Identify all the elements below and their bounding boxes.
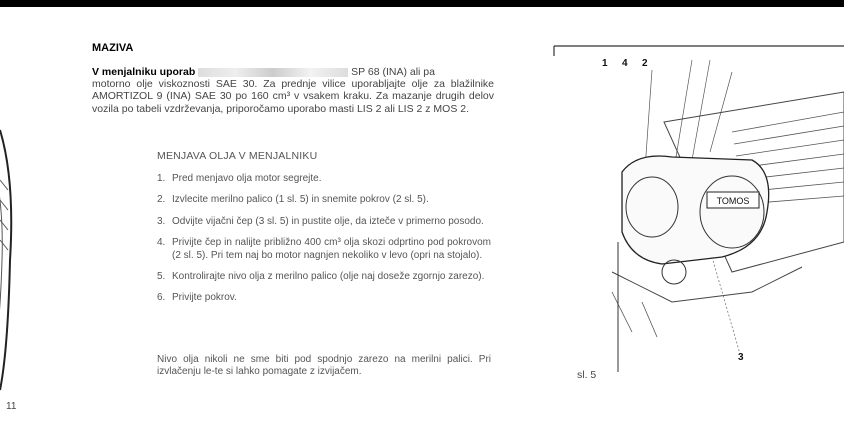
steps-list: [157, 173, 491, 314]
section-title: MAZIVA: [92, 42, 134, 54]
top-border: [0, 0, 844, 7]
subheading: MENJAVA OLJA V MENJALNIKU: [157, 150, 318, 162]
list-item: 6. Privijte pokrov.: [157, 292, 237, 304]
figure-label-4: 4: [622, 58, 628, 69]
figure-label-1: 1: [602, 58, 608, 69]
previous-page-illustration: [0, 120, 14, 395]
list-item: 5. Kontrolirajte nivo olja z merilno palico (olje naj doseže zgornjo zarezo).: [157, 271, 485, 283]
list-item: 2. Izvlecite merilno palico (1 sl. 5) in snemite pokrov (2 sl. 5).: [157, 194, 429, 206]
engine-logo: TOMOS: [716, 196, 750, 206]
list-item: 3. Odvijte vijačni čep (3 sl. 5) in pustite olje, da izteče v primerno posodo.: [157, 215, 484, 227]
figure-caption: sl. 5: [577, 369, 597, 381]
figure-label-3: 3: [738, 352, 744, 363]
list-item: 4. Privijte čep in nalijte približno 400 cm³ olja skozi odprtino pod pokrovom (2 sl. 5). Pri tem naj bo motor nagnjen nekoliko v levo (opri na stojalo).: [157, 237, 491, 261]
intro-lead: V menjalniku uporab: [92, 66, 196, 78]
intro-lead-tail: SP 68 (INA) ali pa: [351, 66, 435, 78]
intro-rest: motorno olje viskoznosti SAE 30. Za prednje vilice uporabljajte olje za blažilnike AMORTIZOL 9 (INA) SAE 30 po 160 cm³ v vsakem kraku. Za mazanje drugih delov vozila po tabeli vzdrževanja, priporočamo uporabo masti LIS 2 ali LIS 2 z MOS 2.: [92, 78, 494, 115]
list-item: 1. Pred menjavo olja motor segrejte.: [157, 173, 322, 184]
intro-paragraph: [92, 66, 494, 115]
engine-figure: [552, 42, 844, 382]
figure-label-2: 2: [642, 58, 648, 69]
note-paragraph: Nivo olja nikoli ne sme biti pod spodnjo zarezo na merilni palici. Pri izvlačenju le-te si lahko pomagate z izvijačem.: [157, 354, 491, 378]
page-number: 11: [6, 401, 17, 412]
obscured-text: [198, 68, 348, 77]
